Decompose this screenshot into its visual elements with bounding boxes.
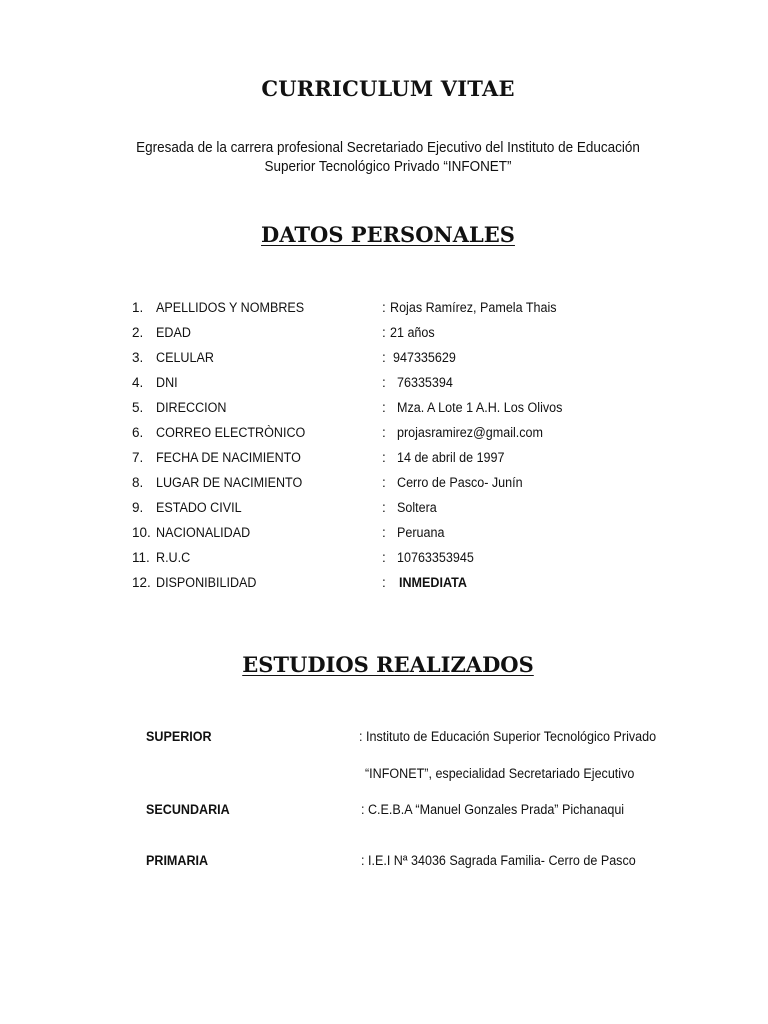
personal-row-birthplace bbox=[0, 473, 768, 493]
row-colon: : bbox=[382, 375, 386, 390]
personal-row-nationality bbox=[0, 523, 768, 543]
row-value: Rojas Ramírez, Pamela Thais bbox=[390, 300, 557, 315]
personal-row-birthdate bbox=[0, 448, 768, 468]
personal-row-name bbox=[0, 298, 768, 318]
row-value: 947335629 bbox=[393, 350, 456, 365]
row-colon: : bbox=[382, 450, 386, 465]
row-label: EDAD bbox=[156, 325, 191, 340]
row-label: DNI bbox=[156, 375, 178, 390]
row-value: 14 de abril de 1997 bbox=[397, 450, 505, 465]
studies-level: SECUNDARIA bbox=[146, 802, 230, 817]
row-value: 21 años bbox=[390, 325, 435, 340]
studies-value: : C.E.B.A “Manuel Gonzales Prada” Pichanaqui bbox=[361, 802, 625, 817]
row-value: INMEDIATA bbox=[399, 575, 467, 590]
studies-value: : Instituto de Educación Superior Tecnológico Privado bbox=[359, 729, 657, 744]
page-title: CURRICULUM VITAE bbox=[261, 76, 515, 101]
row-number: 2. bbox=[132, 325, 144, 340]
studies-level: SUPERIOR bbox=[146, 729, 212, 744]
row-value: Cerro de Pasco- Junín bbox=[397, 475, 523, 490]
row-label: APELLIDOS Y NOMBRES bbox=[156, 300, 305, 315]
studies-level: PRIMARIA bbox=[146, 853, 209, 868]
row-number: 3. bbox=[132, 350, 144, 365]
row-label: ESTADO CIVIL bbox=[156, 500, 242, 515]
intro-paragraph: Egresada de la carrera profesional Secretariado Ejecutivo del Instituto de Educación Superior Tecnológico Privado “INFONET” bbox=[136, 140, 640, 175]
row-colon: : bbox=[382, 500, 386, 515]
row-value: Peruana bbox=[397, 525, 445, 540]
studies-value-continuation: “INFONET”, especialidad Secretariado Ejecutivo bbox=[365, 766, 635, 781]
personal-row-dni bbox=[0, 373, 768, 393]
personal-row-age bbox=[0, 323, 768, 343]
personal-row-email bbox=[0, 423, 768, 443]
row-number: 6. bbox=[132, 425, 144, 440]
row-value: 10763353945 bbox=[397, 550, 474, 565]
row-label: R.U.C bbox=[156, 550, 191, 565]
personal-row-availability bbox=[0, 573, 768, 593]
row-colon: : bbox=[382, 350, 386, 365]
row-colon: : bbox=[382, 550, 386, 565]
row-number: 7. bbox=[132, 450, 144, 465]
row-colon: : bbox=[382, 425, 386, 440]
row-value: Mza. A Lote 1 A.H. Los Olivos bbox=[397, 400, 563, 415]
personal-data-heading: DATOS PERSONALES bbox=[261, 222, 515, 247]
personal-row-phone bbox=[0, 348, 768, 368]
row-label: CORREO ELECTRÒNICO bbox=[156, 425, 306, 440]
personal-row-address bbox=[0, 398, 768, 418]
row-colon: : bbox=[382, 400, 386, 415]
row-colon: : bbox=[382, 475, 386, 490]
studies-heading: ESTUDIOS REALIZADOS bbox=[242, 652, 534, 677]
row-value: projasramirez@gmail.com bbox=[397, 425, 544, 440]
row-label: NACIONALIDAD bbox=[156, 525, 251, 540]
studies-value: : I.E.I Nª 34036 Sagrada Familia- Cerro de Pasco bbox=[361, 853, 636, 868]
row-value: 76335394 bbox=[397, 375, 453, 390]
personal-row-ruc bbox=[0, 548, 768, 568]
row-colon: : bbox=[382, 525, 386, 540]
row-number: 1. bbox=[132, 300, 144, 315]
personal-row-civil-status bbox=[0, 498, 768, 518]
row-colon: : bbox=[382, 575, 386, 590]
row-number: 8. bbox=[132, 475, 144, 490]
row-number: 9. bbox=[132, 500, 144, 515]
row-label: FECHA DE NACIMIENTO bbox=[156, 450, 301, 465]
row-colon: : bbox=[382, 325, 386, 340]
row-label: CELULAR bbox=[156, 350, 214, 365]
row-number: 10. bbox=[132, 525, 151, 540]
row-colon: : bbox=[382, 300, 386, 315]
row-number: 12. bbox=[132, 575, 151, 590]
row-number: 5. bbox=[132, 400, 144, 415]
row-label: DISPONIBILIDAD bbox=[156, 575, 257, 590]
row-label: LUGAR DE NACIMIENTO bbox=[156, 475, 303, 490]
row-number: 11. bbox=[132, 550, 150, 565]
row-label: DIRECCION bbox=[156, 400, 227, 415]
row-value: Soltera bbox=[397, 500, 437, 515]
row-number: 4. bbox=[132, 375, 144, 390]
